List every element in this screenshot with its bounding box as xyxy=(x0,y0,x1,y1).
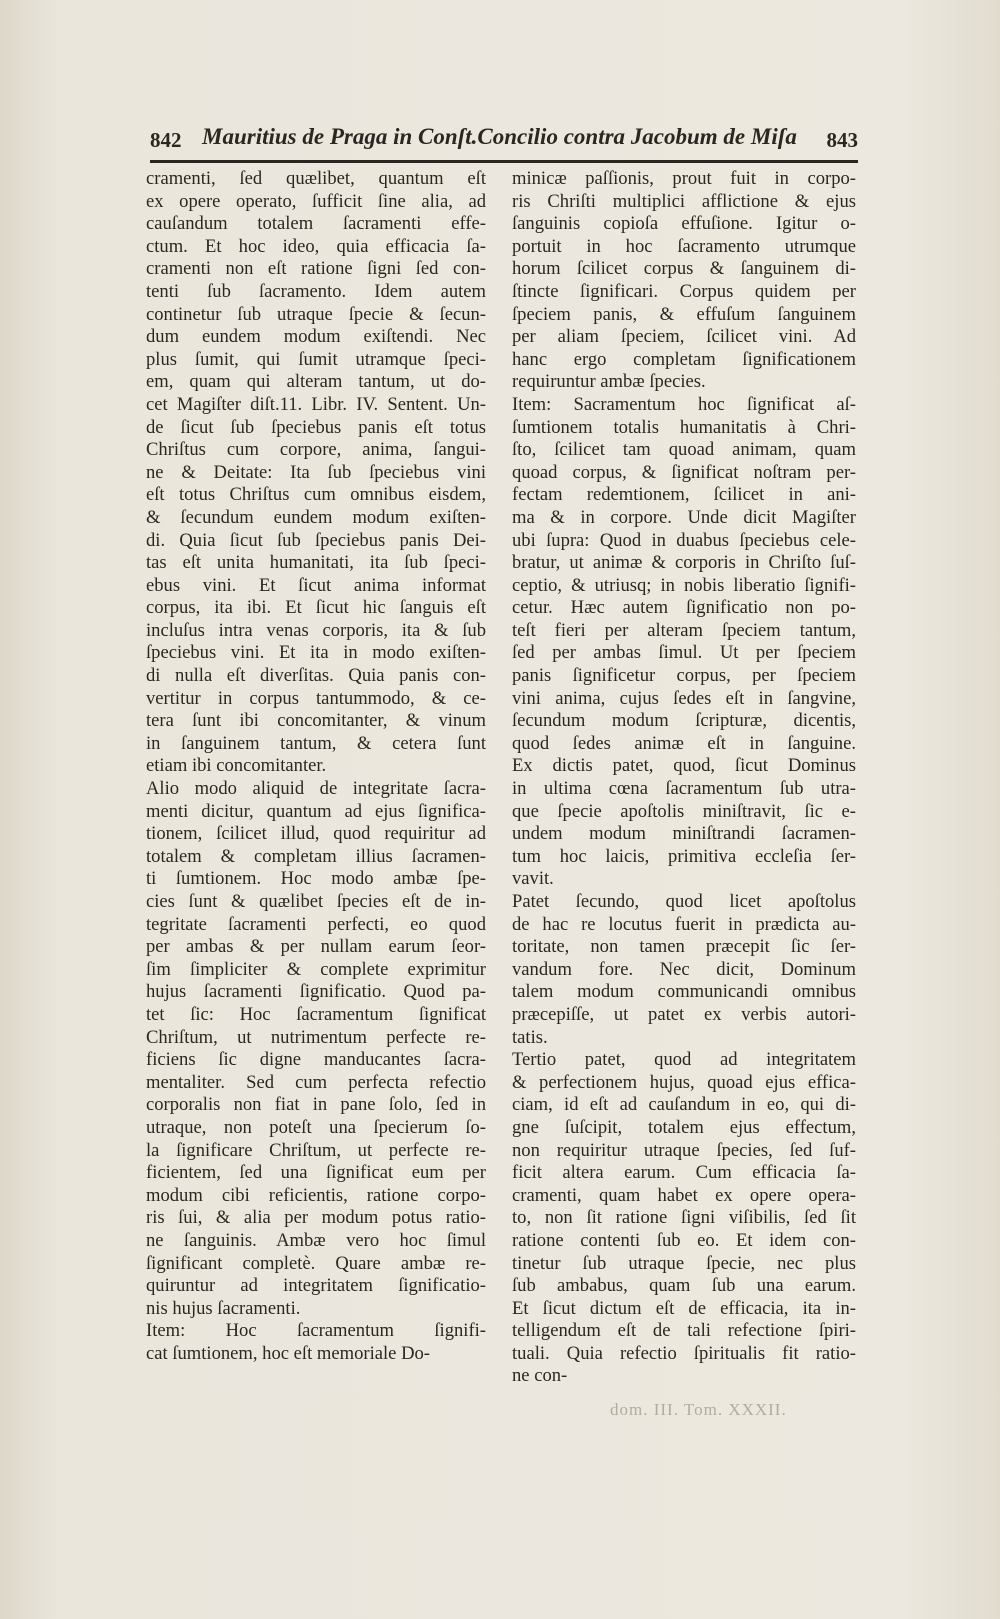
text-line: vandum fore. Nec dicit, Dominum xyxy=(512,958,856,980)
text-line: tum hoc laicis, primitiva eccleſia ſer- xyxy=(512,845,856,867)
text-line: ficiens ſic digne manducantes ſacra- xyxy=(146,1049,486,1071)
text-line: to, non ſit ratione ſigni viſibilis, ſed ſit xyxy=(512,1207,856,1229)
text-line: tegritate ſacramenti perfecti, eo quod xyxy=(146,913,486,935)
text-line: cetur. Hæc autem ſignificatio non po- xyxy=(512,597,856,619)
text-line: ficit altera earum. Cum efficacia ſa- xyxy=(512,1162,856,1184)
text-line: tatis. xyxy=(512,1026,548,1048)
text-line: ctum. Et hoc ideo, quia efficacia ſa- xyxy=(146,235,486,257)
text-line: tuali. Quia refectio ſpiritualis fit ratio- xyxy=(512,1342,856,1364)
text-line: ti ſumtionem. Hoc modo ambæ ſpe- xyxy=(146,868,486,890)
text-line: ſto, ſcilicet tam quoad animam, quam xyxy=(512,439,856,461)
text-line: cies ſunt & quælibet ſpecies eſt de in- xyxy=(146,891,486,912)
text-line: ne ſanguinis. Ambæ vero hoc ſimul xyxy=(146,1229,486,1251)
text-line: etiam ibi concomitanter. xyxy=(146,755,327,777)
text-line: undem modum miniſtrandi ſacramen- xyxy=(512,823,856,845)
text-line: ſim ſimpliciter & complete exprimitur xyxy=(146,958,486,980)
text-line: Chriſtus cum corpore, anima, ſangui- xyxy=(146,439,486,461)
text-line: requiruntur ambæ ſpecies. xyxy=(512,371,706,393)
text-line: toritate, non tamen præcepit ſic ſer- xyxy=(512,936,856,958)
text-line: que ſpecie apoſtolis miniſtravit, ſic e- xyxy=(512,800,856,822)
text-line: vertitur in corpus tantummodo, & ce- xyxy=(146,687,486,709)
page-number-right: 843 xyxy=(826,128,858,152)
text-line: quiruntur ad integritatem ſignificatio- xyxy=(146,1275,486,1297)
text-line: em, quam qui alteram tantum, ut do- xyxy=(146,371,486,393)
page-number-left: 842 xyxy=(150,128,182,152)
text-line: dum eundem modum exiſtendi. Nec xyxy=(146,326,486,348)
text-line: Et ſicut dictum eſt de efficacia, ita in- xyxy=(512,1297,856,1319)
text-line: di nulla eſt diverſitas. Quia panis con- xyxy=(146,665,486,687)
text-line: Item: Sacramentum hoc ſignificat aſ- xyxy=(512,393,856,415)
text-line: minicæ paſſionis, prout fuit in corpo- xyxy=(512,168,856,189)
text-line: per aliam ſpeciem, ſcilicet vini. Ad xyxy=(512,326,856,348)
text-line: vavit. xyxy=(512,868,554,890)
text-line: Ex dictis patet, quod, ſicut Dominus xyxy=(512,755,856,777)
text-line: tinetur ſub utraque ſpecie, nec plus xyxy=(512,1252,856,1274)
text-line: cauſandum totalem ſacramenti effe- xyxy=(146,213,486,235)
text-line: corpus, ita ibi. Et ſicut hic ſanguis eſt xyxy=(146,597,486,619)
text-line: in ultima cœna ſacramentum ſub utra- xyxy=(512,778,856,800)
text-line: ſumtionem totalis humanitatis à Chri- xyxy=(512,416,856,438)
text-line: cet Magiſter diſt.11. Libr. IV. Sentent. Un- xyxy=(146,393,486,415)
text-line: ſecundum modum ſcripturæ, dicentis, xyxy=(512,710,856,732)
text-line: præcepiſſe, ut patet ex verbis autori- xyxy=(512,1003,856,1025)
text-line: tenti ſub ſacramento. Idem autem xyxy=(146,280,486,302)
text-line: de hac re locutus fuerit in prædicta au- xyxy=(512,913,856,935)
text-line: telligendum eſt de tali refectione ſpiri- xyxy=(512,1320,856,1342)
text-line: quod ſedes animæ eſt in ſanguine. xyxy=(512,732,856,754)
text-line: hanc ergo completam ſignificationem xyxy=(512,348,856,370)
text-line: ficientem, ſed una ſignificat eum per xyxy=(146,1162,486,1184)
left-column xyxy=(146,168,486,1365)
header-rule xyxy=(150,160,858,163)
text-line: ex opere operato, ſufficit ſine alia, ad xyxy=(146,190,486,212)
text-line: & perfectionem hujus, quoad ejus effica- xyxy=(512,1071,856,1093)
text-line: talem modum communicandi omnibus xyxy=(512,981,856,1003)
text-line: modum cibi reficientis, ratione corpo- xyxy=(146,1184,486,1206)
text-line: corporalis non fiat in pane ſolo, ſed in xyxy=(146,1094,486,1116)
text-line: ſtincte ſignificari. Corpus quidem per xyxy=(512,280,856,302)
text-line: ceptio, & utriusq; in nobis liberatio ſignifi- xyxy=(512,574,856,596)
bleed-through-text: dom. III. Tom. XXXII. xyxy=(610,1400,787,1419)
text-line: ris Chriſti multiplici afflictione & ejus xyxy=(512,190,856,212)
text-line: tet ſic: Hoc ſacramentum ſignificat xyxy=(146,1003,486,1025)
text-line: ne & Deitate: Ita ſub ſpeciebus vini xyxy=(146,461,486,483)
text-line: totalem & completam illius ſacramen- xyxy=(146,845,486,867)
text-line: continetur ſub utraque ſpecie & ſecun- xyxy=(146,303,486,325)
text-line: teſt fieri per alteram ſpeciem tantum, xyxy=(512,619,856,641)
text-line: Tertio patet, quod ad integritatem xyxy=(512,1049,856,1071)
text-line: hujus ſacramenti ſignificatio. Quod pa- xyxy=(146,981,486,1003)
text-line: utraque, non poteſt una ſpecierum ſo- xyxy=(146,1116,486,1138)
text-line: plus ſumit, qui ſumit utramque ſpeci- xyxy=(146,348,486,370)
text-line: nis hujus ſacramenti. xyxy=(146,1297,301,1319)
running-title: Mauritius de Praga in Conſt.Concilio contra Jacobum de Miſa xyxy=(202,124,797,149)
text-line: eſt totus Chriſtus cum omnibus eisdem, xyxy=(146,484,486,506)
text-line: de ſicut ſub ſpeciebus panis eſt totus xyxy=(146,416,486,438)
text-line: ciam, id eſt ad cauſandum in eo, qui di- xyxy=(512,1094,856,1116)
text-line: ſpeciebus vini. Et ita in modo exiſten- xyxy=(146,642,486,664)
text-line: horum ſcilicet corpus & ſanguinem di- xyxy=(512,258,856,280)
text-line: ratione contenti ſub eo. Et idem con- xyxy=(512,1229,856,1251)
text-line: Patet ſecundo, quod licet apoſtolus xyxy=(512,891,856,912)
text-line: cat ſumtionem, hoc eſt memoriale Do- xyxy=(146,1342,430,1364)
text-line: menti dicitur, quantum ad ejus ſignifica- xyxy=(146,800,486,822)
text-line: incluſus intra venas corporis, ita & ſub xyxy=(146,619,486,641)
text-line: ne con- xyxy=(512,1365,568,1387)
text-line: la ſignificare Chriſtum, ut perfecte re- xyxy=(146,1139,486,1161)
text-line: per ambas & per nullam earum ſeor- xyxy=(146,936,486,958)
text-line: ſed per ambas ſimul. Ut per ſpeciem xyxy=(512,642,856,664)
text-line: ſub ambabus, quam ſub una earum. xyxy=(512,1275,856,1297)
text-line: fectam redemtionem, ſcilicet in ani- xyxy=(512,484,856,506)
page-header xyxy=(150,124,858,158)
text-line: ebus vini. Et ſicut anima informat xyxy=(146,574,486,596)
text-line: ſanguinis copioſa effuſione. Igitur o- xyxy=(512,213,856,235)
text-line: ma & in corpore. Unde dicit Magiſter xyxy=(512,506,856,528)
text-line: cramenti, ſed quælibet, quantum eſt xyxy=(146,168,486,189)
text-line: Item: Hoc ſacramentum ſignifi- xyxy=(146,1320,486,1342)
text-line: cramenti non eſt ratione ſigni ſed con- xyxy=(146,258,486,280)
text-line: panis ſignificetur corpus, per ſpeciem xyxy=(512,665,856,687)
text-line: tera ſunt ibi concomitanter, & vinum xyxy=(146,710,486,732)
text-line: gne ſuſcipit, totalem ejus effectum, xyxy=(512,1116,856,1138)
text-line: tionem, ſcilicet illud, quod requiritur ad xyxy=(146,823,486,845)
text-line: di. Quia ſicut ſub ſpeciebus panis Dei- xyxy=(146,529,486,551)
text-line: ubi ſupra: Quod in duabus ſpeciebus cele- xyxy=(512,529,856,551)
text-line: tas eſt unita humanitati, ita ſub ſpeci- xyxy=(146,552,486,574)
text-line: mentaliter. Sed cum perfecta refectio xyxy=(146,1071,486,1093)
text-line: non requiritur utraque ſpecies, ſed ſuf- xyxy=(512,1139,856,1161)
text-line: Alio modo aliquid de integritate ſacra- xyxy=(146,778,486,800)
text-line: quoad corpus, & ſignificat noſtram per- xyxy=(512,461,856,483)
text-line: vini anima, cujus ſedes eſt in ſangvine, xyxy=(512,687,856,709)
text-line: ſignificant completè. Quare ambæ re- xyxy=(146,1252,486,1274)
text-line: in ſanguinem tantum, & cetera ſunt xyxy=(146,732,486,754)
text-line: & ſecundum eundem modum exiſten- xyxy=(146,506,486,528)
text-line: portuit in hoc ſacramento utrumque xyxy=(512,235,856,257)
text-line: cramenti, quam habet ex opere opera- xyxy=(512,1184,856,1206)
text-line: ſpeciem panis, & effuſum ſanguinem xyxy=(512,303,856,325)
text-line: ris ſui, & alia per modum potus ratio- xyxy=(146,1207,486,1229)
right-column xyxy=(512,168,856,1388)
text-line: bratur, ut animæ & corporis in Chriſto ſuſ- xyxy=(512,552,856,574)
text-line: Chriſtum, ut nutrimentum perfecte re- xyxy=(146,1026,486,1048)
